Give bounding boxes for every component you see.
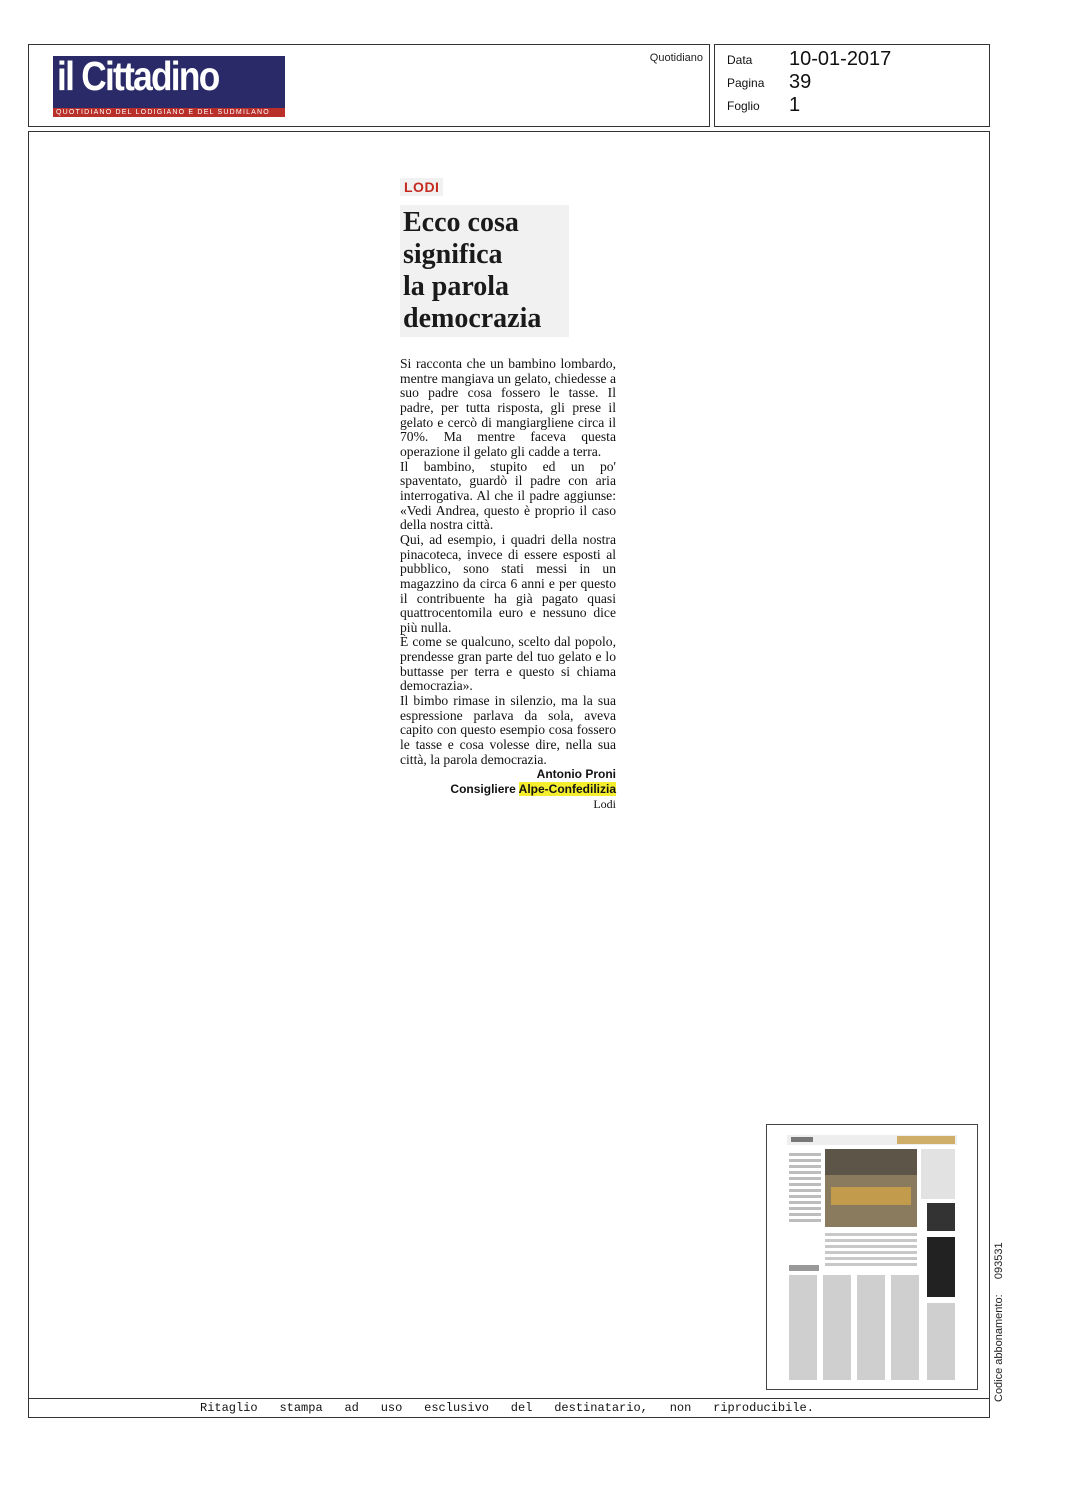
notice-word: Ritaglio <box>200 1401 258 1415</box>
notice-word: riproducibile. <box>713 1401 814 1415</box>
logo-name: il Cittadino <box>57 53 219 99</box>
notice-word: uso <box>380 1401 403 1415</box>
date-value: 10-01-2017 <box>789 48 892 70</box>
date-label: Data <box>727 53 753 67</box>
masthead-box <box>28 44 710 127</box>
headline-line: democrazia <box>403 303 542 334</box>
thumbnail-image <box>767 1125 978 1390</box>
page-value: 39 <box>789 71 812 93</box>
notice-word: destinatario, <box>554 1401 648 1415</box>
notice-word: stampa <box>279 1401 323 1415</box>
notice-word: del <box>510 1401 533 1415</box>
newspaper-logo <box>53 53 285 117</box>
paragraph: È come se qualcuno, scelto dal popolo, prendesse gran parte del tuo gelato e lo buttasse per terra e questo si chiama democrazia». <box>400 634 616 694</box>
paragraph: Qui, ad esempio, i quadri della nostra pinacoteca, invece di essere esposti al pubblico, sono stati messi in un magazzino da circa 6 anni e per questo il contribuente ha già pagato quasi quattrocentomila euro e nessuno dice più nulla. <box>400 531 616 635</box>
author-name: Antonio Proni <box>536 767 616 782</box>
headline-line: Ecco cosa <box>403 207 519 238</box>
notice-word: ad <box>344 1401 359 1415</box>
section-label: LODI <box>400 178 443 196</box>
subscription-code <box>993 1242 1005 1402</box>
article <box>400 178 616 811</box>
sheet-value: 1 <box>789 94 801 116</box>
page-label: Pagina <box>727 76 765 90</box>
page-thumbnail <box>766 1124 978 1390</box>
role-highlight: Alpe-Confedilizia <box>518 782 616 797</box>
article-body <box>400 357 616 767</box>
copyright-notice <box>200 1401 814 1415</box>
author-role <box>400 782 616 797</box>
notice-word: esclusivo <box>424 1401 489 1415</box>
headline-line: significa <box>403 239 503 270</box>
metadata-box <box>714 44 990 127</box>
subscription-label: Codice abbonamento: <box>993 1294 1005 1402</box>
sheet-label: Foglio <box>727 99 760 113</box>
paragraph: Il bambino, stupito ed un po' spaventato, guardò il padre con aria interrogativa. Al che il padre aggiunse: «Vedi Andrea, questo è proprio il caso della nostra città. <box>400 458 616 533</box>
paragraph: Si racconta che un bambino lombardo, mentre mangiava un gelato, chiedesse a suo padre cosa fossero le tasse. Il padre, per tutta risposta, gli prese il gelato e cercò di mangiargliene circa il 70%. Ma mentre faceva questa operazione il gelato gli cadde a terra. <box>400 356 616 459</box>
logo-tagline: QUOTIDIANO DEL LODIGIANO E DEL SUDMILANO <box>53 108 285 117</box>
author-place: Lodi <box>593 797 616 812</box>
notice-word: non <box>669 1401 692 1415</box>
publication-type: Quotidiano <box>649 52 703 64</box>
paragraph: Il bimbo rimase in silenzio, ma la sua espressione parlava da sola, aveva capito con questo esempio cosa fossero le tasse e cosa volesse dire, nella sua città, la parola democrazia. <box>400 693 616 767</box>
subscription-number: 093531 <box>993 1242 1005 1280</box>
role-prefix: Consigliere <box>450 782 516 797</box>
headline-line: la parola <box>403 271 510 302</box>
headline <box>400 205 569 337</box>
footer-rule <box>28 1398 990 1399</box>
